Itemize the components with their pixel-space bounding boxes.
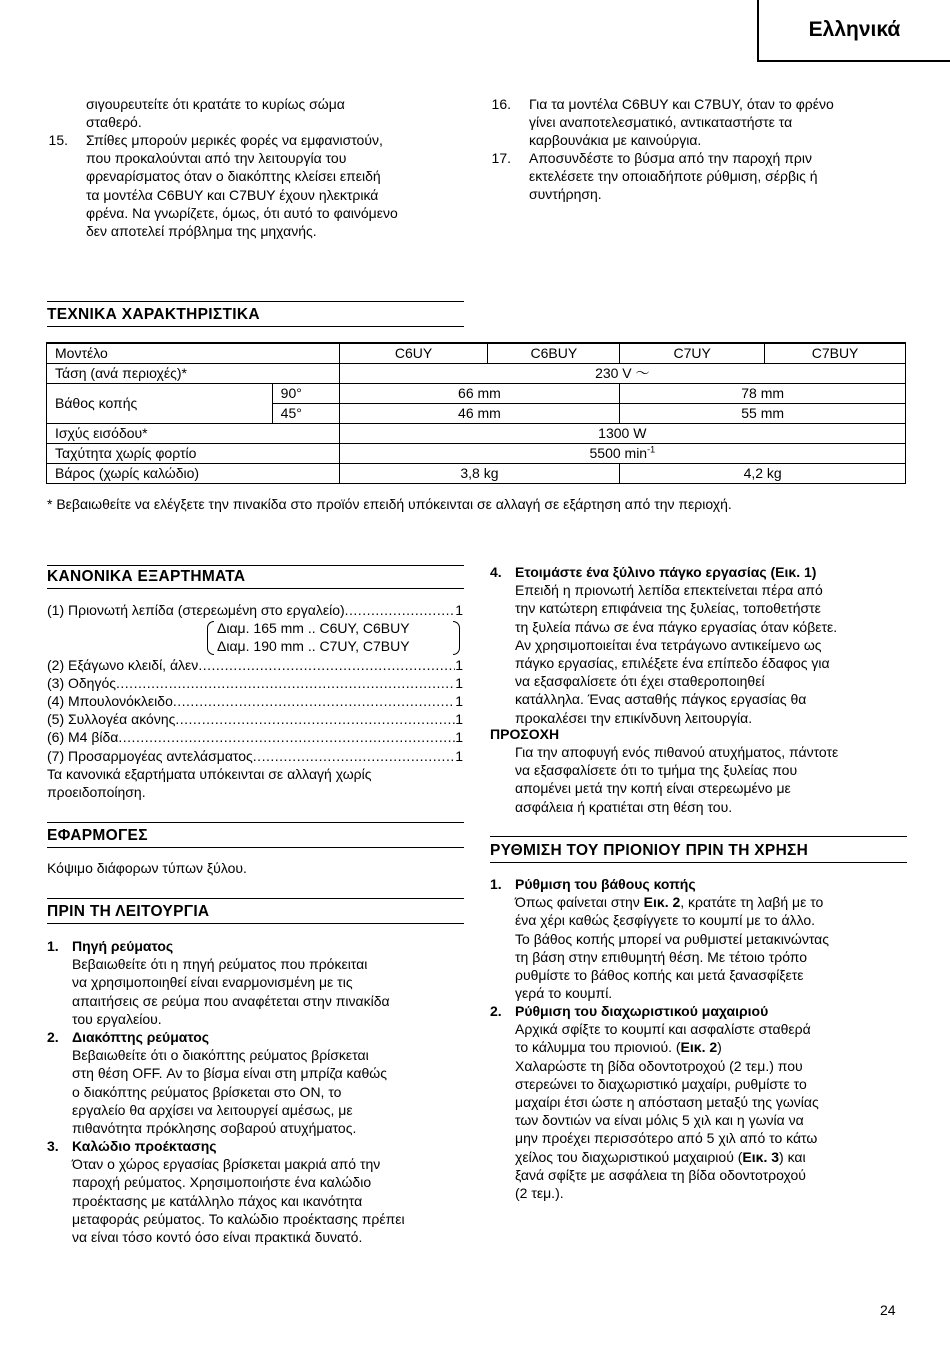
- text-line: Σπίθες μπορούν μερικές φορές να εμφανιστούν,: [86, 132, 383, 148]
- language-tab: [757, 0, 950, 62]
- input-value: 1300 W: [339, 424, 905, 444]
- text-line: Αν χρησιμοποιείται ένα τετράγωνο αντικείμενο ως: [515, 636, 822, 653]
- item16-text: [529, 95, 907, 150]
- model-c6uy: C6UY: [339, 343, 488, 364]
- text-line: Τα κανονικά εξαρτήματα υπόκεινται σε αλλαγή χωρίς: [47, 765, 372, 782]
- text-line: του εργαλείου.: [72, 1010, 162, 1027]
- depth90-c7: 78 mm: [620, 384, 906, 404]
- text-line: που προκαλούνται από την λειτουργία του: [86, 150, 347, 167]
- a1-number: 1.: [490, 876, 502, 892]
- text-line: [515, 893, 907, 911]
- text-line: προκαλέσει την επικίνδυνη λειτουργία.: [515, 709, 753, 726]
- list-item: [47, 728, 463, 746]
- figure-ref: Εικ. 2: [680, 1039, 718, 1056]
- dot-leader: [175, 710, 455, 728]
- text-run: το κάλυμμα του πριονιού. (: [515, 1039, 681, 1056]
- item-label: (3) Οδηγός: [47, 674, 117, 691]
- weight-c7: 4,2 kg: [620, 464, 906, 484]
- adjust-heading: [490, 836, 907, 863]
- item-label: (1) Πριονωτή λεπίδα (στερεωμένη στο εργαλείο): [47, 602, 345, 618]
- item-label: (5) Συλλογέα ακόνης: [47, 711, 176, 728]
- text-run: χείλος του διαχωριστικού μαχαιριού (: [515, 1148, 743, 1165]
- item-label: (7) Προσαρμογέας αντελάσματος: [47, 747, 253, 764]
- angle-90: 90°: [272, 384, 339, 404]
- model-c7buy: C7BUY: [765, 343, 906, 364]
- text-line: τα μοντέλα C6BUY και C7BUY έχουν ηλεκτρικά: [86, 186, 379, 203]
- text-line: μεταφοράς ρεύματος. Το καλώδιο προέκτασης πρέπει: [72, 1210, 405, 1227]
- section-title: ΚΑΝΟΝΙΚΑ ΕΞΑΡΤΗΜΑΤΑ: [47, 568, 246, 585]
- brace-right: [453, 621, 460, 655]
- s1-text: [72, 937, 464, 1028]
- item-count: 1: [455, 747, 463, 764]
- text-line: Αποσυνδέστε το βύσμα από την παροχή πριν: [529, 150, 812, 166]
- depth-label: Βάθος κοπής: [47, 384, 273, 424]
- text-run: , κρατάτε τη λαβή με το: [680, 894, 824, 911]
- text-line: Επειδή η πριονωτή λεπίδα επεκτείνεται πέρα από: [515, 582, 823, 599]
- figure-ref: Εικ. 3: [742, 1148, 780, 1165]
- text-line: των δοντιών να είναι μόλις 5 χιλ και η γωνία να: [515, 1112, 804, 1129]
- item-count: 1: [455, 711, 463, 728]
- text-line: Βεβαιωθείτε ότι ο διακόπτης ρεύματος βρίσκεται: [72, 1047, 369, 1064]
- s4-number: 4.: [490, 564, 502, 580]
- text-line: απαιτήσεις σε ρεύμα που αναφέτεται στην πινακίδα: [72, 992, 390, 1009]
- table-row: [47, 364, 906, 384]
- subsection-title: Ρύθμιση του διαχωριστικού μαχαιριού: [515, 1003, 769, 1019]
- text-line: εργαλείο θα αρχίσει να λειτουργεί αμέσως, με: [72, 1101, 353, 1118]
- diameter-1: Διαμ. 165 mm .. C6UY, C6BUY: [217, 620, 410, 637]
- text-line: γερά το κουμπί.: [515, 985, 613, 1002]
- speed-exponent: -1: [647, 444, 656, 455]
- weight-label: Βάρος (χωρίς καλώδιο): [47, 464, 340, 484]
- accessories-list: [47, 601, 464, 801]
- text-line: Όταν ο χώρος εργασίας βρίσκεται μακριά από την: [72, 1156, 381, 1173]
- text-line: ο διακόπτης ρεύματος βρίσκεται στο ON, το: [72, 1083, 342, 1100]
- s4-text: [515, 563, 907, 727]
- item-count: 1: [455, 693, 463, 709]
- specs-heading: [47, 301, 464, 327]
- before-op-heading: [47, 898, 464, 924]
- item-label: (2) Εξάγωνο κλειδί, άλεν: [47, 656, 199, 673]
- text-line: Χαλαρώστε τη βίδα οδοντοτροχού (2 τεμ.) που: [515, 1057, 803, 1074]
- section-title: ΠΡΙΝ ΤΗ ΛΕΙΤΟΥΡΓΙΑ: [47, 903, 210, 920]
- depth45-c7: 55 mm: [620, 404, 906, 424]
- dot-leader: [118, 728, 455, 746]
- subsection-title: Καλώδιο προέκτασης: [72, 1138, 217, 1154]
- text-line: στερεώνει το διαχωριστικό μαχαίρι, ρυθμίστε το: [515, 1075, 807, 1092]
- diameter-lines: [217, 619, 410, 655]
- speed-value: 5500 min: [589, 445, 648, 461]
- text-line: ξανά σφίξτε με ασφάλεια τη βίδα οδοντοτροχού: [515, 1166, 806, 1183]
- text-line: τη ξυλεία πάνω σε ένα πάγκο εργασίας όταν κόβετε.: [515, 618, 838, 635]
- text-line: ασφάλεια ή κρατιέται στη θέση του.: [515, 798, 733, 815]
- text-run: ): [717, 1039, 722, 1056]
- a2-number: 2.: [490, 1003, 502, 1019]
- list-item: [47, 710, 463, 728]
- s1-number: 1.: [47, 938, 59, 954]
- text-line: στη θέση OFF. Αν το βίσμα είναι στη μπρίζα καθώς: [72, 1065, 387, 1082]
- text-line: (2 τεμ.).: [515, 1185, 564, 1202]
- item-label: (4) Μπουλονόκλειδο: [47, 693, 173, 709]
- brace-left: [207, 621, 214, 655]
- table-row: [47, 424, 906, 444]
- section-title: ΡΥΘΜΙΣΗ ΤΟΥ ΠΡΙΟΝΙΟΥ ΠΡΙΝ ΤΗ ΧΡΗΣΗ: [490, 842, 809, 859]
- item-count: 1: [455, 674, 463, 691]
- text-line: Το βάθος κοπής μπορεί να ρυθμιστεί μετακινώντας: [515, 930, 829, 947]
- text-line: φρένα. Να γνωρίζετε, όμως, ότι αυτό το φαινόμενο: [86, 204, 398, 221]
- caution-text: [515, 743, 907, 816]
- table-row: [47, 464, 906, 484]
- model-c6buy: C6BUY: [488, 343, 620, 364]
- text-line: να εξασφαλίσετε ότι έχει σταθεροποιηθεί: [515, 673, 765, 690]
- item-count: 1: [455, 656, 463, 673]
- item-label: (6) M4 βίδα: [47, 729, 119, 746]
- table-row: [47, 343, 906, 364]
- text-line: [515, 1148, 907, 1166]
- text-line: εκτελέσετε την οποιαδήποτε ρύθμιση, σέρβις ή: [529, 168, 818, 185]
- s2-text: [72, 1028, 464, 1137]
- a1-text: [515, 875, 907, 1002]
- blade-diameters: [47, 619, 464, 655]
- model-label: Μοντέλο: [47, 343, 340, 364]
- text-line: γίνει αναποτελεσματικό, αντικαταστήστε τα: [529, 114, 793, 131]
- text-line: να εξασφαλίσετε ότι το τμήμα της ξυλείας που: [515, 762, 798, 779]
- s3-text: [72, 1137, 464, 1246]
- item15-text: [86, 131, 464, 240]
- text-line: Βεβαιωθείτε ότι η πηγή ρεύματος που πρόκειται: [72, 956, 368, 973]
- text-line: προέκτασης με κατάλληλο πάχος και ικανότητα: [72, 1192, 363, 1209]
- list-item: [47, 656, 463, 674]
- caution-title: ΠΡΟΣΟΧΗ: [490, 726, 560, 742]
- dot-leader: [253, 747, 455, 765]
- specs-footnote: * Βεβαιωθείτε να ελέγξετε την πινακίδα στο προϊόν επειδή υπόκεινται σε αλλαγή σε εξάρτηση από την περιοχή.: [47, 496, 732, 512]
- text-line: ρυθμίστε το βάθος κοπής και μετά ξανασφίξετε: [515, 967, 804, 984]
- text-line: την κατώτερη επιφάνεια της ξυλείας, τοποθετήστε: [515, 600, 821, 617]
- a2-text: [515, 1002, 907, 1202]
- text-line: προειδοποίηση.: [47, 784, 146, 801]
- text-line: να είναι τόσο κοντό όσο είναι πρακτικά δυνατό.: [72, 1229, 363, 1246]
- list-item: [47, 692, 463, 710]
- text-line: Για τα μοντέλα C6BUY και C7BUY, όταν το φρένο: [529, 96, 834, 112]
- section-title: ΤΕΧΝΙΚΑ ΧΑΡΑΚΤΗΡΙΣΤΙΚΑ: [47, 306, 260, 323]
- table-row: [47, 444, 906, 464]
- voltage-label: Τάση (ανά περιοχές)*: [47, 364, 340, 384]
- accessories-heading: [47, 565, 464, 589]
- subsection-title: Διακόπτης ρεύματος: [72, 1029, 210, 1045]
- dot-leader: [198, 656, 455, 674]
- model-c7uy: C7UY: [620, 343, 765, 364]
- page-number: 24: [880, 1302, 896, 1318]
- text-line: μαχαίρι έτσι ώστε η απόσταση μεταξύ της γωνίας: [515, 1094, 819, 1111]
- s2-number: 2.: [47, 1029, 59, 1045]
- text-run: ) και: [779, 1148, 806, 1165]
- item15-number: 15.: [48, 132, 68, 148]
- applications-heading: [47, 822, 464, 848]
- text-line: μην προέχει περισσότερο από 5 χιλ από το κάτω: [515, 1130, 818, 1147]
- language-label: Ελληνικά: [808, 18, 901, 41]
- text-line: να χρησιμοποιηθεί είναι εναρμονισμένη με τις: [72, 974, 353, 991]
- text-line: πιθανότητα πρόκλησης σοβαρού ατυχήματος.: [72, 1120, 357, 1137]
- specs-table: [46, 342, 906, 484]
- text-line: [515, 1038, 907, 1056]
- subsection-title: Ετοιμάστε ένα ξύλινο πάγκο εργασίας (Εικ. 1): [515, 564, 817, 580]
- text-line: συντήρηση.: [529, 186, 602, 203]
- applications-text: Κόψιμο διάφορων τύπων ξύλου.: [47, 860, 247, 876]
- text-line: ένα χέρι καθώς ξεσφίγγετε το κουμπί με το άλλο.: [515, 912, 816, 929]
- dot-leader: [345, 601, 456, 619]
- dot-leader: [116, 674, 455, 692]
- text-line: κατάλληλα. Ένας ασταθής πάγκος εργασίας θα: [515, 691, 807, 708]
- depth45-c6: 46 mm: [339, 404, 620, 424]
- depth90-c6: 66 mm: [339, 384, 620, 404]
- text-line: δεν αποτελεί πρόβλημα της μηχανής.: [86, 223, 317, 240]
- input-label: Ισχύς εισόδου*: [47, 424, 340, 444]
- list-item: [47, 747, 463, 765]
- list-item: [47, 674, 463, 692]
- figure-ref: Εικ. 2: [643, 894, 681, 911]
- text-line: πάγκο εργασίας, επιλέξετε ένα επίπεδο έδαφος για: [515, 655, 830, 672]
- item-count: 1: [455, 602, 463, 618]
- dot-leader: [173, 692, 455, 710]
- item-count: 1: [455, 729, 463, 746]
- s3-number: 3.: [47, 1138, 59, 1154]
- item14-continuation: [86, 95, 464, 131]
- speed-value-cell: [339, 444, 905, 464]
- text-line: καρβουνάκια με καινούργια.: [529, 132, 702, 149]
- angle-45: 45°: [272, 404, 339, 424]
- weight-c6: 3,8 kg: [339, 464, 620, 484]
- text-line: Για την αποφυγή ενός πιθανού ατυχήματος, πάντοτε: [515, 744, 839, 760]
- speed-label: Ταχύτητα χωρίς φορτίο: [47, 444, 340, 464]
- item17-text: [529, 149, 907, 204]
- list-item: [47, 601, 463, 619]
- section-title: ΕΦΑΡΜΟΓΕΣ: [47, 827, 148, 844]
- item17-number: 17.: [491, 150, 511, 166]
- subsection-title: Ρύθμιση του βάθους κοπής: [515, 876, 696, 892]
- text-run: Όπως φαίνεται στην: [515, 894, 644, 911]
- text-line: φρεναρίσματος όταν ο διακόπτης κλείσει επειδή: [86, 168, 381, 185]
- text-line: σταθερό.: [86, 114, 142, 131]
- text-line: Αρχικά σφίξτε το κουμπί και ασφαλίστε σταθερά: [515, 1021, 811, 1038]
- voltage-value: 230 V ～: [339, 364, 905, 384]
- item16-number: 16.: [491, 96, 511, 112]
- text-line: τη βάση στην επιθυμητή θέση. Με τέτοιο τρόπο: [515, 948, 808, 965]
- text-line: σιγουρευτείτε ότι κρατάτε το κυρίως σώμα: [86, 96, 345, 112]
- text-line: παροχή ρεύματος. Χρησιμοποιήστε ένα καλώδιο: [72, 1174, 372, 1191]
- diameter-2: Διαμ. 190 mm .. C7UY, C7BUY: [217, 638, 410, 655]
- text-line: απομένει μετά την κοπή είναι στερεωμένο με: [515, 780, 791, 797]
- table-row: [47, 384, 906, 404]
- subsection-title: Πηγή ρεύματος: [72, 938, 174, 954]
